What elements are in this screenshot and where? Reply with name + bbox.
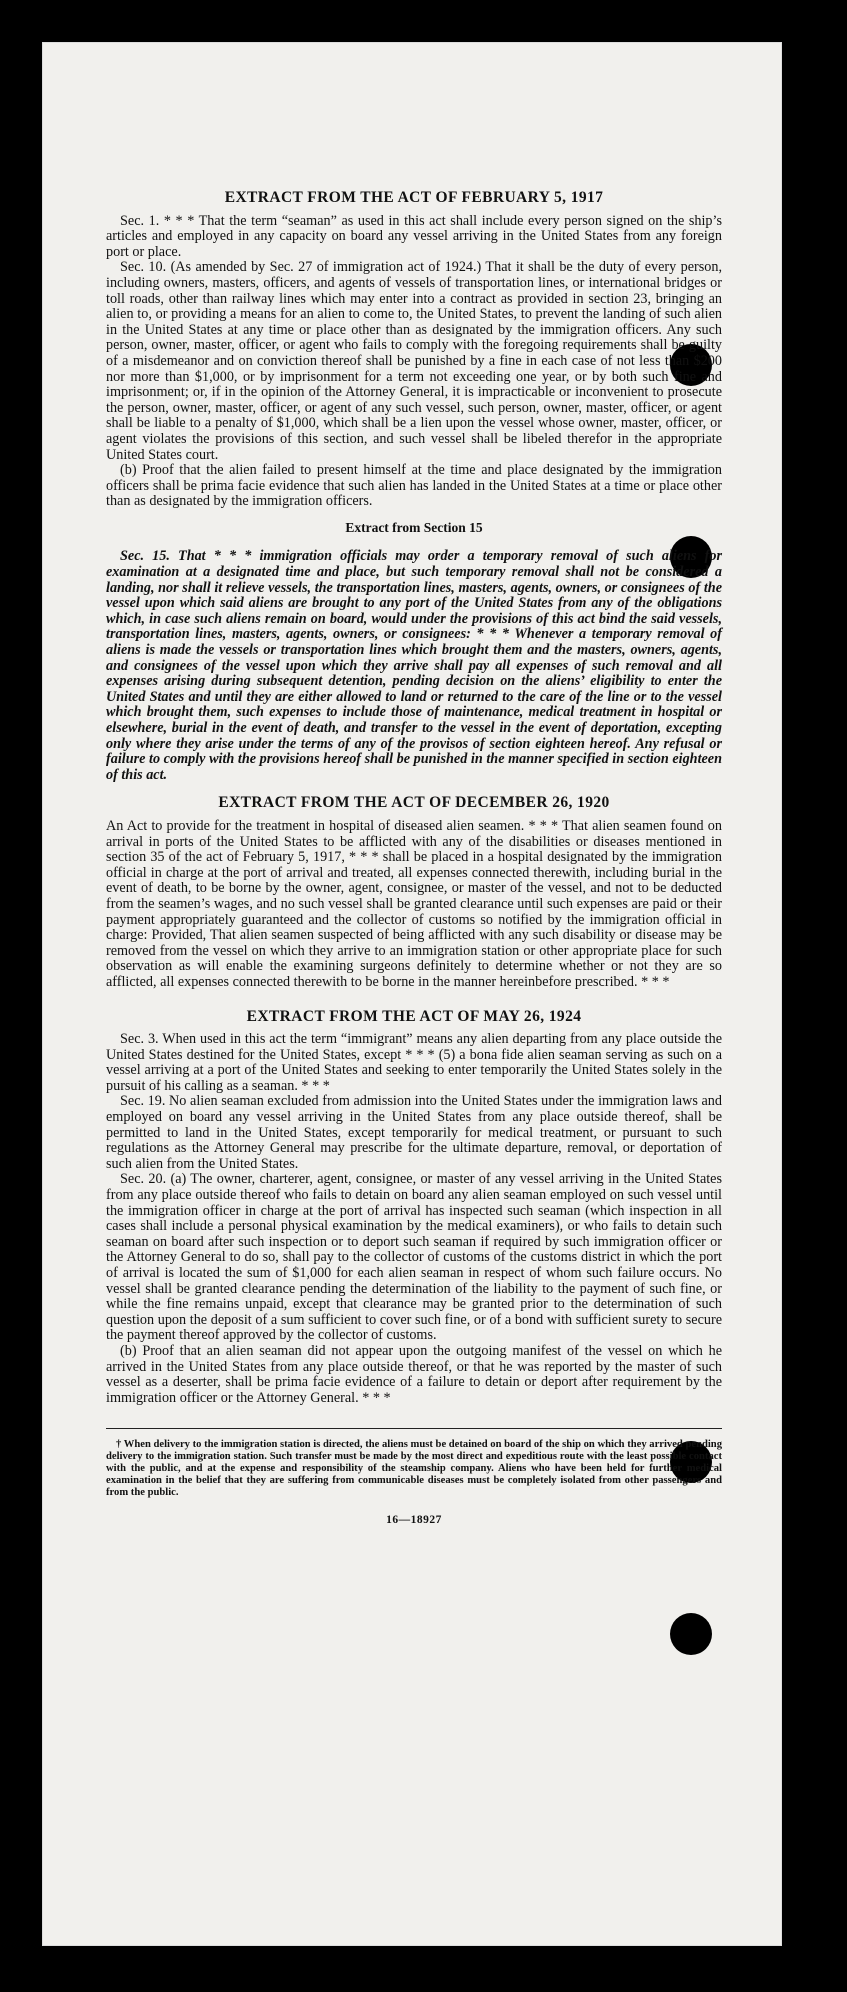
footnote <box>106 1439 722 1499</box>
section-title: EXTRACT FROM THE ACT OF FEBRUARY 5, 1917 <box>224 189 604 206</box>
paragraph: (b) Proof that the alien failed to present himself at the time and place designated by the immigration officers shall be prima facie evidence that such alien has landed in the United States at a time or place other than as designated by the immigration officers. <box>106 462 722 510</box>
section-title: EXTRACT FROM THE ACT OF DECEMBER 26, 1920 <box>218 794 610 812</box>
paragraph: Sec. 15. That * * * immigration officials may order a temporary removal of such aliens for examination at a designated time and place, but such temporary removal shall not be considered a landing, nor shall it relieve vessels, the transportation lines, masters, agents, owners, or consignees of the vessel upon which said aliens are brought to any port of the United States from any of the obligations which, in case such aliens remain on board, would under the provisions of this act bind the said vessels, transportation lines, masters, agents, owners, or consignees: * * * Whenever a temporary removal of aliens is made the vessels or transportation lines which brought them and the masters, owners, agents, and consignees of the vessel upon which they arrive shall pay all expenses of such removal and all expenses arising during subsequent detention, pending decision on the aliens’ eligibility to enter the United States and until they are either allowed to land or returned to the care of the line or to the vessel which brought them, such expenses to include those of maintenance, medical treatment in hospital or elsewhere, burial in the event of death, and transfer to the vessel in the event of deportation, excepting only where they arise under the terms of any of the provisos of section eighteen hereof. Any refusal or failure to comply with the provisions hereof shall be punished in the manner specified in section eighteen of this act. <box>106 548 722 783</box>
italic-block <box>106 549 722 783</box>
footnote-divider <box>106 1428 722 1429</box>
paragraph: Sec. 20. (a) The owner, charterer, agent, consignee, or master of any vessel arriving in the United States from any place outside thereof who fails to detain on board any alien seaman employed on such vessel until the immigration officer in charge at the port of arrival has inspected such seaman (which inspection in all cases shall include a personal physical examination by the medical examiners), or who fails to detain such seaman on board after such inspection or to deport such seaman if required by such immigration officer or the Attorney General to do so, shall pay to the collector of customs of the customs district in which the port of arrival is located the sum of $1,000 for each alien seaman in respect of whom such failure occurs. No vessel shall be granted clearance pending the determination of the liability to the payment of such fine, or while the fine remains unpaid, except that clearance may be granted prior to the determination of such question upon the deposit of a sum sufficient to cover such fine, or of a bond with sufficient surety to secure the payment thereof approved by the collector of customs. <box>106 1171 722 1344</box>
page-number: 16—18927 <box>386 1514 442 1527</box>
paragraph: Sec. 10. (As amended by Sec. 27 of immigration act of 1924.) That it shall be the duty of every person, including owners, masters, officers, and agents of vessels of transportation lines, or international bridges or toll roads, other than railway lines which may enter into a contract as provided in section 23, bringing an alien to, or providing a means for an alien to come to, the United States, to prevent the landing of such alien in the United States at any time or place other than as designated by the immigration officers. Any such person, owner, master, officer, or agent who fails to comply with the foregoing requirements shall be guilty of a misdemeanor and on conviction thereof shall be punished by a fine in each case of not less than $200 nor more than $1,000, or by imprisonment for a term not exceeding one year, or by both such fine and imprisonment; or, if in the opinion of the Attorney General, it is impracticable or inconvenient to prosecute the person, owner, master, officer, or agent of any such vessel, such person, owner, master, officer, or agent shall be liable to a penalty of $1,000, which shall be a lien upon the vessel whose owner, master, officer, or agent violates the provisions of this section, and such vessel shall be libeled therefor in the appropriate United States court. <box>106 259 722 463</box>
paragraph: An Act to provide for the treatment in hospital of diseased alien seamen. * * * That alien seamen found on arrival in ports of the United States to be afflicted with any of the disabilities or diseases mentioned in section 35 of the act of February 5, 1917, * * * shall be placed in a hospital designated by the immigration official in charge at the port of arrival and treated, all expenses connected therewith, including burial in the event of death, to be borne by the owner, agent, consignee, or master of the vessel, and not to be deducted from the seamen’s wages, and no such vessel shall be granted clearance until such expenses are paid or their payment appropriately guaranteed and the collector of customs so notified by the immigration official in charge: Provided, That alien seamen suspected of being afflicted with any such disability or disease may be removed from the vessel on which they arrive to an immigration station or other appropriate place for such observation as will enable the examining surgeons definitely to determine whether or not they are so afflicted, all expenses connected therewith to be borne in the manner hereinbefore prescribed. * * * <box>106 817 722 990</box>
punch-hole <box>670 1613 712 1655</box>
footnote-text: † When delivery to the immigration station is directed, the aliens must be detained on board of the ship on which they arrived pending delivery to the immigration station. Such transfer must be made by the most direct and expeditious route with the least possible contact with the public, and at the expense and responsibility of the steamship company. Aliens who have been held for further medical examination in the belief that they are suffering from communicable diseases must be completely isolated from other passengers and from the public. <box>106 1439 722 1499</box>
section-title: EXTRACT FROM THE ACT OF MAY 26, 1924 <box>246 1007 582 1025</box>
document-body <box>106 190 722 1529</box>
paragraph: (b) Proof that an alien seaman did not appear upon the outgoing manifest of the vessel on which he arrived in the United States from any place outside thereof, or that he was reported by the master of such vessel as a deserter, shall be prima facie evidence of a failure to detain or deport after requirement by the immigration officer or the Attorney General. * * * <box>106 1342 722 1406</box>
paragraph: Sec. 1. * * * That the term “seaman” as used in this act shall include every person signed on the ship’s articles and employed in any capacity on board any vessel arriving in the United States from any foreign port or place. <box>106 212 722 260</box>
paragraph: Sec. 19. No alien seaman excluded from admission into the United States under the immigration laws and employed on board any vessel arriving in the United States from any place outside thereof, shall be permitted to land in the United States, except temporarily for medical treatment, or pursuant to such regulations as the Attorney General may prescribe for the ultimate departure, removal, or deportation of such alien from the United States. <box>106 1093 722 1172</box>
subsection-title: Extract from Section 15 <box>345 519 483 535</box>
paragraph: Sec. 3. When used in this act the term “immigrant” means any alien departing from any place outside the United States destined for the United States, except * * * (5) a bona fide alien seaman serving as such on a vessel arriving at a port of the United States and seeking to enter temporarily the United States solely in the pursuit of his calling as a seaman. * * * <box>106 1031 722 1094</box>
